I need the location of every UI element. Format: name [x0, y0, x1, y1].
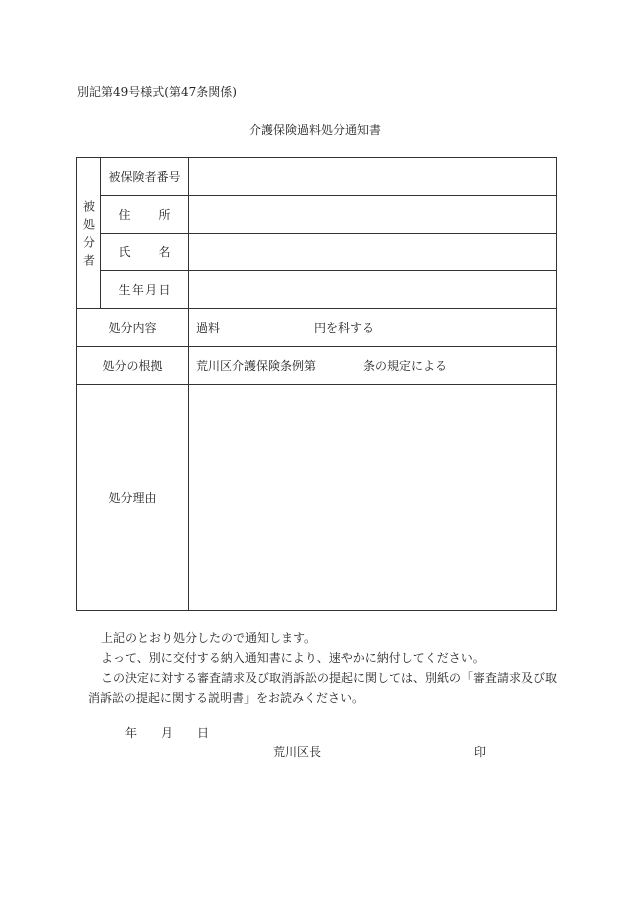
table-row: [77, 385, 557, 611]
fine-prefix-text: 過料: [196, 320, 221, 335]
table-row: [77, 271, 557, 309]
insured-number-label: 被保険者番号: [108, 169, 181, 184]
address-label: [119, 207, 171, 223]
table-row: [77, 196, 557, 234]
disposition-basis-label: 処分の根拠: [102, 358, 163, 373]
document-title: 介護保険過料処分通知書: [248, 123, 381, 137]
birthdate-value: [189, 271, 557, 309]
ordinance-suffix-text: 条の規定による: [363, 358, 448, 373]
address-label-cell: [101, 196, 189, 234]
subject-group-cell: [77, 158, 101, 309]
label-char: 生: [118, 282, 131, 297]
table-row: [77, 347, 557, 385]
disposition-basis-label-cell: [77, 347, 189, 385]
disposition-content-label: 処分内容: [108, 320, 157, 335]
address-value: [189, 196, 557, 234]
table-row: [77, 234, 557, 271]
label-char: 日: [158, 282, 171, 297]
notice-table: [76, 157, 557, 611]
label-char: 名: [158, 245, 171, 260]
birthdate-label-cell: [101, 271, 189, 309]
label-char: 住: [118, 207, 131, 222]
disposition-basis-value: [189, 347, 557, 385]
birthdate-label: [119, 282, 171, 298]
subject-group-label: 被処分者: [81, 200, 96, 272]
notice-text: [88, 628, 608, 708]
disposition-reason-label-cell: [77, 385, 189, 611]
label-char: 月: [145, 282, 158, 297]
notice-paragraph: この決定に対する審査請求及び取消訴訟の提起に関しては、別紙の「審査請求及び取 消訴訟の提起に関する説明書」をお読みください。: [88, 671, 558, 705]
form-number-label: 別記第49号様式(第47条関係): [77, 85, 237, 99]
disposition-content-value: [189, 309, 557, 347]
label-char: 所: [158, 207, 171, 222]
disposition-content-label-cell: [77, 309, 189, 347]
label-char: 氏: [118, 245, 131, 260]
insured-number-value: [189, 158, 557, 196]
disposition-reason-label: 処分理由: [108, 490, 157, 505]
insured-number-label-cell: [101, 158, 189, 196]
disposition-reason-value: [189, 385, 557, 611]
fine-suffix-text: 円を科する: [314, 320, 375, 335]
name-label-cell: [101, 234, 189, 271]
table-row: [77, 309, 557, 347]
issuer-title: 荒川区長: [273, 745, 322, 759]
name-label: [119, 244, 171, 260]
notice-paragraph: よって、別に交付する納入通知書により、速やかに納付してください。: [101, 651, 485, 665]
seal-mark: 印: [474, 745, 487, 759]
table-row: [77, 158, 557, 196]
notice-paragraph: 上記のとおり処分したので通知します。: [101, 631, 317, 645]
name-value: [189, 234, 557, 271]
label-char: 年: [131, 282, 144, 297]
date-line: 年 月 日: [125, 726, 210, 740]
ordinance-prefix-text: 荒川区介護保険条例第: [196, 358, 317, 373]
